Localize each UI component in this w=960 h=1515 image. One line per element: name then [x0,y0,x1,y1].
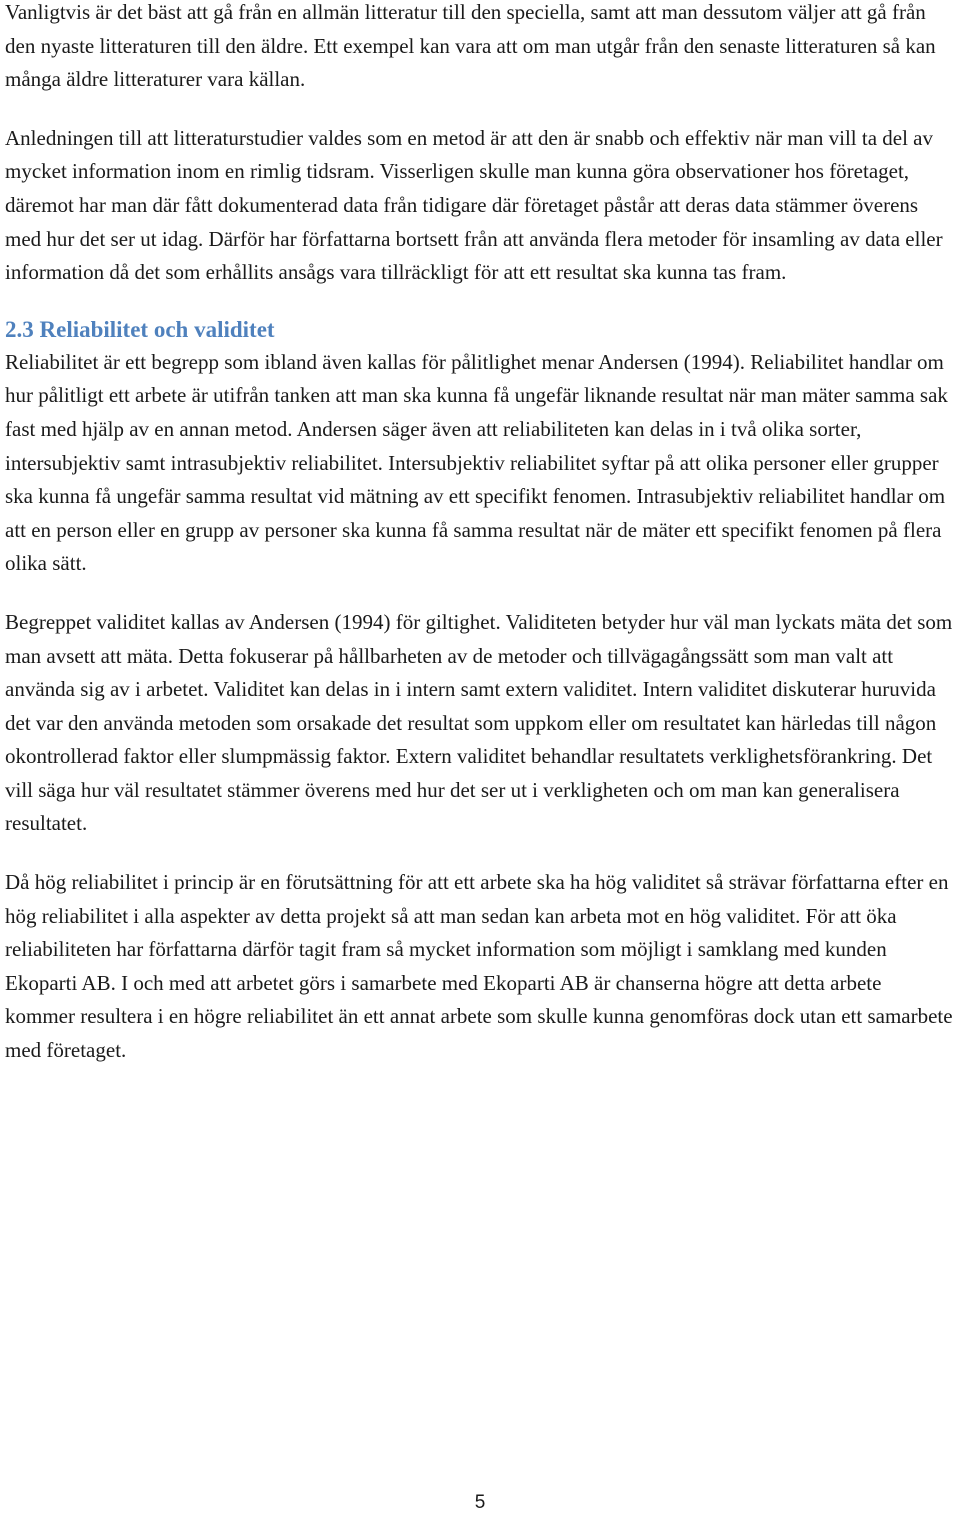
page-number: 5 [474,1492,486,1513]
paragraph-reliabilitet: Reliabilitet är ett begrepp som ibland även kallas för pålitlighet menar Andersen (1994). Reliabilitet handlar om hur pålitligt ett arbete är utifrån tanken att man ska kunna få ungefär liknande resultat när man mäter samma sak fast med hjälp av en annan metod. Andersen säger även att reliabiliteten kan delas in i två olika sorter, intersubjektiv samt intrasubjektiv reliabilitet. Intersubjektiv reliabilitet syftar på att olika personer eller grupper ska kunna få ungefär samma resultat vid mätning av ett specifikt fenomen. Intrasubjektiv reliabilitet handlar om att en person eller en grupp av personer ska kunna få samma resultat när de mäter ett specifikt fenomen på flera olika sätt. [5,349,948,576]
section-heading-reliabilitet-validitet: 2.3 Reliabilitet och validitet [5,316,275,342]
paragraph-metodval: Anledningen till att litteraturstudier valdes som en metod är att den är snabb och effektiv när man vill ta del av mycket information inom en rimlig tidsram. Visserligen skulle man kunna göra observationer hos företaget, däremot har man där fått dokumenterad data från tidigare där företaget påstår att deras data stämmer överens med hur det ser ut idag. Därför har författarna bortsett från att använda flera metoder för insamling av data eller information då det som erhållits ansågs vara tillräckligt för att ett resultat ska kunna tas fram. [5,125,943,285]
paragraph-validitet: Begreppet validitet kallas av Andersen (1994) för giltighet. Validiteten betyder hur väl man lyckats mäta det som man avsett att mäta. Detta fokuserar på hållbarheten av de metoder och tillvägagångssätt som man valt att använda sig av i arbetet. Validitet kan delas in i intern samt extern validitet. Intern validitet diskuterar huruvida det var den använda metoden som orsakade det resultat som uppkom eller om resultatet kan härledas till någon okontrollerad faktor eller slumpmässig faktor. Extern validitet behandlar resultatets verklighetsförankring. Det vill säga hur väl resultatet stämmer överens med hur det ser ut i verkligheten och om man kan generalisera resultatet. [5,609,953,836]
paragraph-hog-reliabilitet: Då hög reliabilitet i princip är en förutsättning för att ett arbete ska ha hög validitet så strävar författarna efter en hög reliabilitet i alla aspekter av detta projekt så att man sedan kan arbeta mot en hög validitet. För att öka reliabiliteten har författarna därför tagit fram så mycket information som möjligt i samklang med kunden Ekoparti AB. I och med att arbetet görs i samarbete med Ekoparti AB är chanserna högre att detta arbete kommer resultera i en högre reliabilitet än ett annat arbete som skulle kunna genomföras dock utan ett samarbete med företaget. [5,870,953,1063]
document-page [5,0,955,1068]
paragraph-litteratur-ordning: Vanligtvis är det bäst att gå från en allmän litteratur till den speciella, samt att man dessutom väljer att gå från den nyaste litteraturen till den äldre. Ett exempel kan vara att om man utgår från den senaste litteraturen så kan många äldre litteraturer vara källan. [5,0,936,92]
